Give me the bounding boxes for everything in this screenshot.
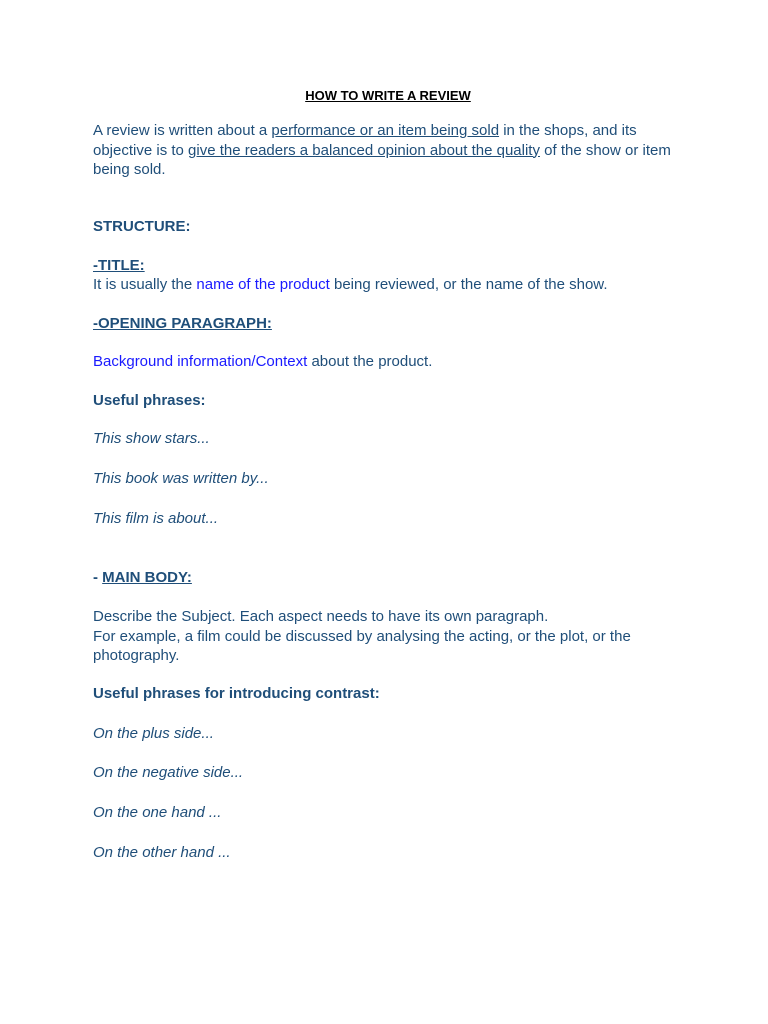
contrast-phrases-heading: Useful phrases for introducing contrast: xyxy=(93,685,380,702)
structure-heading: STRUCTURE: xyxy=(93,218,191,235)
intro-text-3: of the show or item being sold. xyxy=(93,141,671,178)
contrast-phrase-3: On the one hand ... xyxy=(93,804,222,821)
title-section-heading: -TITLE: xyxy=(93,257,145,274)
opening-paragraph-heading: -OPENING PARAGRAPH: xyxy=(93,315,272,332)
intro-paragraph xyxy=(93,121,683,180)
title-text-1: It is usually the xyxy=(93,276,197,293)
main-body-dash: - xyxy=(93,569,103,586)
title-section-text xyxy=(93,275,683,295)
intro-text-1: A review is written about a xyxy=(93,122,272,139)
useful-phrase-1: This show stars... xyxy=(93,430,210,447)
document-title: HOW TO WRITE A REVIEW xyxy=(305,88,471,103)
intro-underline-1: performance or an item being sold xyxy=(271,122,500,139)
main-body-text xyxy=(93,607,683,666)
main-body-heading: MAIN BODY: xyxy=(102,569,192,586)
useful-phrase-3: This film is about... xyxy=(93,510,219,527)
contrast-phrase-4: On the other hand ... xyxy=(93,844,231,861)
main-body-p2: For example, a film could be discussed by analysing the acting, or the plot, or the photography. xyxy=(93,627,631,664)
contrast-phrase-2: On the negative side... xyxy=(93,764,244,781)
title-text-2: being reviewed, or the name of the show. xyxy=(329,276,608,293)
opening-paragraph-text xyxy=(93,352,683,372)
title-highlight: name of the product xyxy=(196,276,330,293)
contrast-phrase-1: On the plus side... xyxy=(93,725,214,742)
useful-phrases-heading: Useful phrases: xyxy=(93,392,206,409)
main-body-heading-line xyxy=(93,568,683,588)
intro-underline-2: give the readers a balanced opinion about the quality xyxy=(188,141,540,159)
intro-text-2: in the shops, and its objective is to xyxy=(93,122,637,159)
opening-text-1: about the product. xyxy=(307,353,433,370)
useful-phrase-2: This book was written by... xyxy=(93,470,269,487)
main-body-p1: Describe the Subject. Each aspect needs to have its own paragraph. xyxy=(93,608,549,625)
opening-highlight: Background information/Context xyxy=(93,353,308,370)
